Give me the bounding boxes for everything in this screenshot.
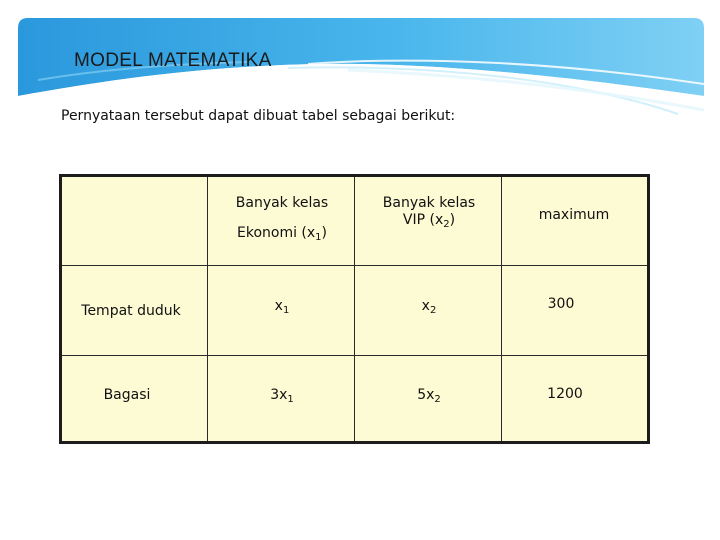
cell-ekonomi-tempat-duduk: $x_1$ <box>274 298 290 316</box>
slide-title: MODEL MATEMATIKA <box>74 50 272 71</box>
column-divider <box>207 177 208 441</box>
cell-max-tempat-duduk: 300 <box>547 296 575 312</box>
column-divider <box>354 177 355 441</box>
row-divider <box>62 355 647 356</box>
row-divider <box>62 265 647 266</box>
cell-max-bagasi: 1200 <box>547 386 583 402</box>
cell-vip-bagasi: $5x_2$ <box>417 387 441 405</box>
column-divider <box>501 177 502 441</box>
row-label-tempat-duduk: Tempat duduk <box>81 303 181 319</box>
cell-ekonomi-bagasi: $3x_1$ <box>270 387 294 405</box>
header-maximum: maximum <box>538 207 610 223</box>
header-ekonomi: Banyak kelas <box>235 195 329 211</box>
data-table <box>59 174 650 444</box>
header-ekonomi-sub: Ekonomi $(x_1)$ <box>236 225 328 243</box>
header-vip: Banyak kelas VIP $(x_2)$ <box>382 195 476 230</box>
intro-text: Pernyataan tersebut dapat dibuat tabel sebagai berikut: <box>61 108 456 124</box>
cell-vip-tempat-duduk: $x_2$ <box>421 298 437 316</box>
row-label-bagasi: Bagasi <box>103 387 151 403</box>
